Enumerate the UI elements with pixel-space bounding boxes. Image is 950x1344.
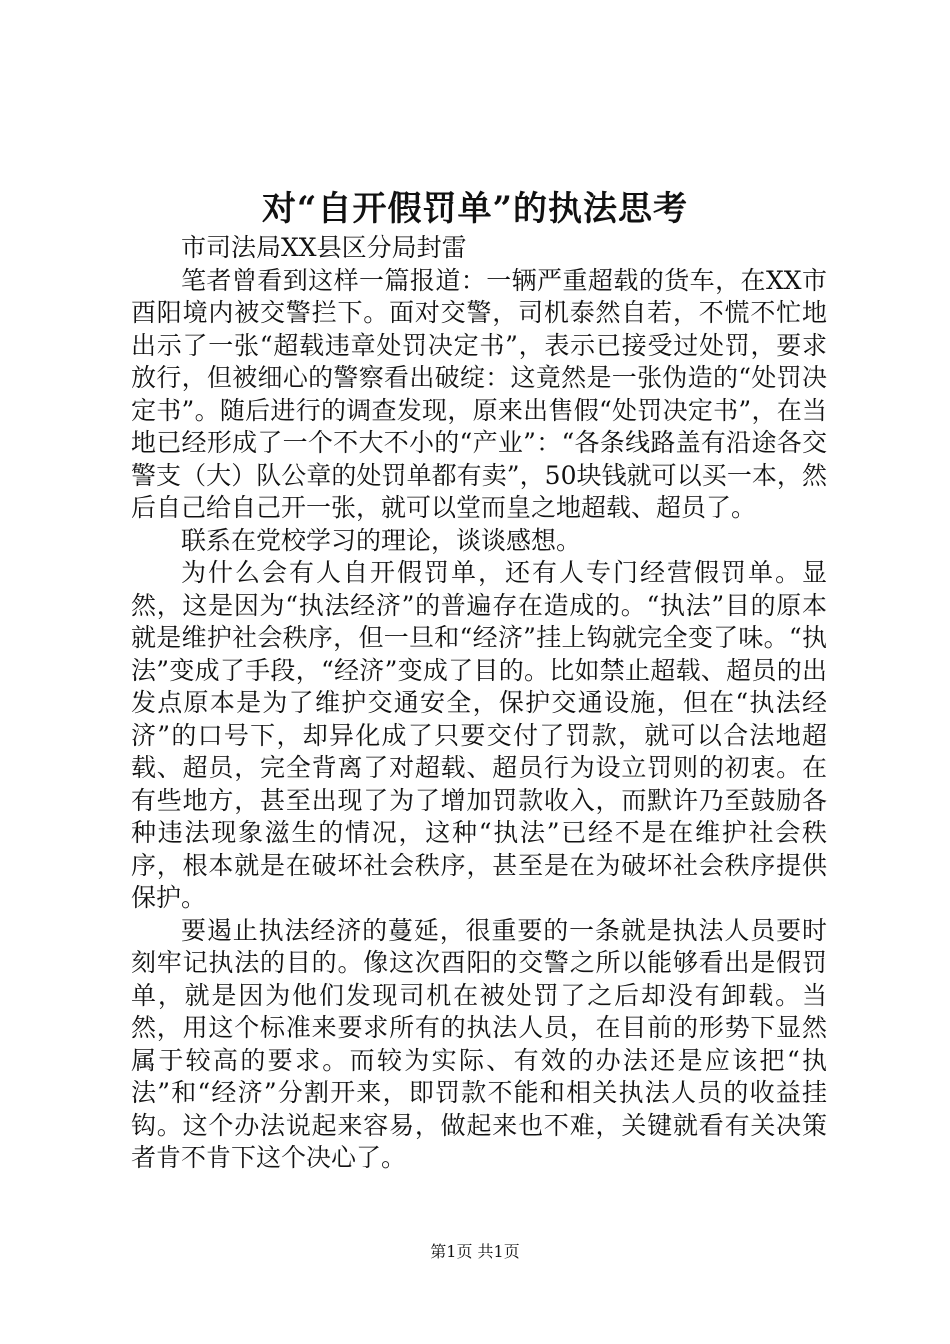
paragraph-reflection: 联系在党校学习的理论，谈谈感想。 — [181, 525, 582, 555]
document-title: 对“自开假罚单”的执法思考 — [261, 189, 689, 229]
paragraph-analysis: 为什么会有人自开假罚单，还有人专门经营假罚单。显然，这是因为“执法经济”的普遍存在造成的。“执法”目的原本就是维护社会秩序，但一旦和“经济”挂上钩就完全变了味。“执法”变成了手段，“经济”变成了目的。比如禁止超载、超员的出发点原本是为了维护交通安全，保护交通设施，但在“执法经济”的口号下，却异化成了只要交付了罚款，就可以合法地超载、超员，完全背离了对超载、超员行为设立罚则的初衷。在有些地方，甚至出现了为了增加罚款收入，而默许乃至鼓励各种违法现象滋生的情况，这种“执法”已经不是在维护社会秩序，根本就是在破坏社会秩序，甚至是在为破坏社会秩序提供保护。 — [131, 558, 827, 912]
paragraph-report: 笔者曾看到这样一篇报道：一辆严重超载的货车，在XX市酉阳境内被交警拦下。面对交警，司机泰然自若，不慌不忙地出示了一张“超载违章处罚决定书”，表示已接受过处罚，要求放行，但被细心的警察看出破绽：这竟然是一张伪造的“处罚决定书”。随后进行的调查发现，原来出售假“处罚决定书”，在当地已经形成了一个不大不小的“产业”：“各条线路盖有沿途各交警支（大）队公章的处罚单都有卖”，50块钱就可以买一本，然后自己给自己开一张，就可以堂而皇之地超载、超员了。 — [131, 265, 827, 522]
page-number-footer: 第1页 共1页 — [430, 1242, 520, 1261]
paragraph-conclusion: 要遏止执法经济的蔓延，很重要的一条就是执法人员要时刻牢记执法的目的。像这次酉阳的交警之所以能够看出是假罚单，就是因为他们发现司机在被处罚了之后却没有卸载。当然，用这个标准来要求所有的执法人员，在目前的形势下显然属于较高的要求。而较为实际、有效的办法还是应该把“执法”和“经济”分割开来，即罚款不能和相关执法人员的收益挂钩。这个办法说起来容易，做起来也不难，关键就看有关决策者肯不肯下这个决心了。 — [131, 915, 827, 1172]
document-body — [131, 232, 827, 1175]
author-line: 市司法局XX县区分局封雷 — [181, 233, 467, 262]
